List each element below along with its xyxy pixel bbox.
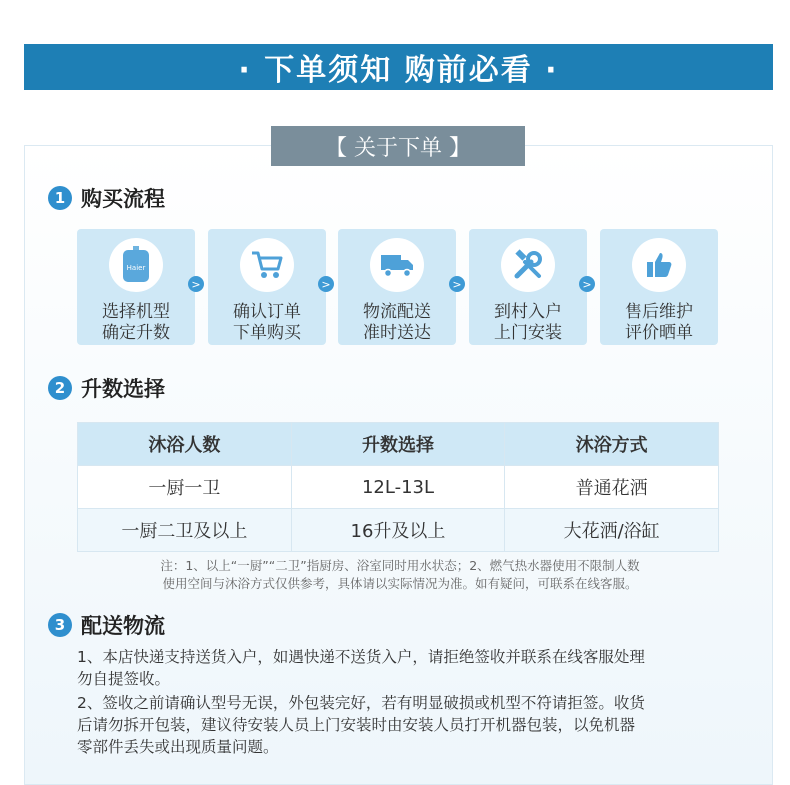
- table-cell: 12L-13L: [291, 466, 505, 509]
- step-label: 到村入户 上门安装: [494, 302, 562, 343]
- section-delivery: [48, 610, 165, 640]
- header-banner: [24, 44, 773, 90]
- table-cell: 一厨一卫: [78, 466, 292, 509]
- section-title: 升数选择: [81, 377, 165, 401]
- step-installation: [469, 229, 587, 345]
- table-header-row: [78, 423, 719, 466]
- table-row: [78, 509, 719, 552]
- section-number: 3: [48, 613, 72, 637]
- step-logistics: [338, 229, 456, 345]
- table-cell: 大花洒/浴缸: [505, 509, 719, 552]
- section-title: 配送物流: [81, 614, 165, 638]
- table-header: 升数选择: [291, 423, 505, 466]
- svg-text:Haier: Haier: [126, 264, 146, 272]
- step-confirm-order: [208, 229, 326, 345]
- shopping-cart-icon: [240, 238, 294, 292]
- step-label: 售后维护 评价晒单: [625, 302, 693, 343]
- section-purchase-process: [48, 183, 165, 213]
- chevron-right-icon: >: [449, 276, 465, 292]
- delivery-truck-icon: [370, 238, 424, 292]
- tools-icon: [501, 238, 555, 292]
- delivery-paragraph-2: 2、签收之前请确认型号无误，外包装完好，若有明显破损或机型不符请拒签。收货 后请勿拆开包装，建议待安装人员上门安装时由安装人员打开机器包装，以免机器 零部件丢失或出现质量问题。: [77, 694, 645, 756]
- step-after-sales: [600, 229, 718, 345]
- table-note: 注：1、以上“一厨”“二卫”指厨房、浴室同时用水状态；2、燃气热水器使用不限制人数 使用空间与沐浴方式仅供参考，具体请以实际情况为准。如有疑问，可联系在线客服。: [160, 558, 640, 591]
- table-cell: 16升及以上: [291, 509, 505, 552]
- capacity-table: [77, 422, 719, 552]
- section-number: 2: [48, 376, 72, 400]
- step-label: 物流配送 准时送达: [363, 302, 431, 343]
- panel-tab: [271, 126, 525, 166]
- panel-tab-label: 【 关于下单 】: [325, 135, 471, 161]
- section-capacity-selection: [48, 373, 165, 403]
- thumbs-up-icon: [632, 238, 686, 292]
- step-label: 选择机型 确定升数: [102, 302, 170, 343]
- section-number: 1: [48, 186, 72, 210]
- water-heater-icon: [109, 238, 163, 292]
- step-label: 确认订单 下单购买: [233, 302, 301, 343]
- chevron-right-icon: >: [188, 276, 204, 292]
- chevron-right-icon: >: [579, 276, 595, 292]
- delivery-paragraph-1: 1、本店快递支持送货入户，如遇快递不送货入户，请拒绝签收并联系在线客服处理 勿自提签收。: [77, 648, 645, 688]
- table-row: [78, 466, 719, 509]
- table-cell: 普通花洒: [505, 466, 719, 509]
- table-header: 沐浴人数: [78, 423, 292, 466]
- banner-title: · 下单须知 购前必看 ·: [238, 53, 559, 88]
- section-title: 购买流程: [81, 187, 165, 211]
- table-header: 沐浴方式: [505, 423, 719, 466]
- chevron-right-icon: >: [318, 276, 334, 292]
- table-cell: 一厨二卫及以上: [78, 509, 292, 552]
- step-select-model: [77, 229, 195, 345]
